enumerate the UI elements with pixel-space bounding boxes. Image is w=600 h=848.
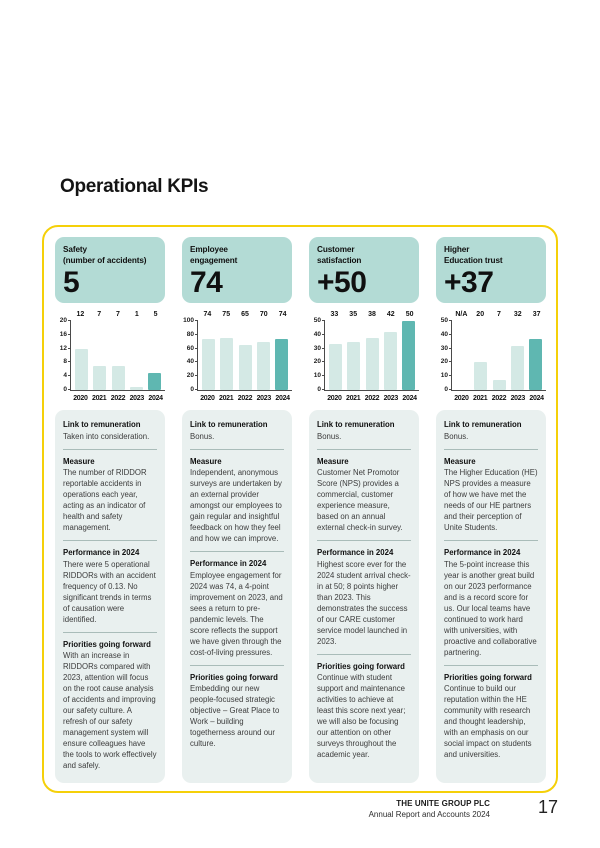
bar [511, 346, 524, 390]
section-divider [190, 449, 284, 450]
bar-slot [453, 321, 471, 390]
year-label: 2023 [129, 395, 144, 402]
y-axis [436, 317, 451, 393]
kpi-chart [55, 311, 165, 402]
y-tick-label: 20 [440, 358, 448, 366]
section-body: Independent, anonymous surveys are undertaken by an external provider amongst our employees to gain regular and insightful feedback on how they feel and how we can improve. [190, 468, 282, 543]
y-tick-label: 100 [183, 317, 194, 324]
bar [493, 380, 506, 390]
y-tick-label: 16 [59, 330, 67, 338]
section-divider [63, 540, 157, 541]
kpi-title-line: (number of accidents) [63, 255, 147, 265]
plot-area [197, 321, 292, 391]
bar-value-label: 74 [278, 311, 287, 318]
bar [474, 362, 487, 390]
bar-value-label: N/A [455, 311, 468, 318]
kpi-text-panel [182, 410, 292, 783]
section-divider [444, 540, 538, 541]
y-axis [55, 317, 70, 393]
year-label: 2022 [110, 395, 126, 402]
section-divider [444, 449, 538, 450]
section-divider [63, 632, 157, 633]
bar [220, 338, 233, 390]
section-heading: Link to remuneration [190, 420, 268, 429]
section-divider [190, 665, 284, 666]
y-tick-label: 30 [313, 344, 321, 352]
y-tick-label: 40 [313, 330, 321, 338]
year-label: 2021 [219, 395, 234, 402]
kpi-title-line: engagement [190, 255, 238, 265]
bar [257, 342, 270, 390]
section-heading: Link to remuneration [317, 420, 395, 429]
plot-area [70, 321, 165, 391]
kpi-title-line: Higher [444, 245, 470, 254]
year-label: 2022 [237, 395, 253, 402]
section-divider [317, 449, 411, 450]
y-tick-label: 0 [317, 386, 321, 393]
year-label: 2021 [473, 395, 488, 402]
kpi-headline-value: 5 [63, 266, 80, 299]
y-tick-label: 40 [440, 330, 448, 338]
bar-value-label: 37 [532, 311, 541, 318]
bar-value-label: 33 [330, 311, 339, 318]
section-heading: Priorities going forward [444, 672, 532, 682]
page-footer [369, 799, 490, 819]
section-heading: Priorities going forward [63, 639, 151, 649]
kpi-text-panel [55, 410, 165, 783]
bar-slot [381, 321, 399, 390]
kpi-title-line: Employee [190, 245, 228, 254]
bar-slot [236, 321, 254, 390]
bar-slot [363, 321, 381, 390]
kpi-title-line: Safety [63, 245, 87, 254]
section-body: Highest score ever for the 2024 student arrival check-in at 50; 8 points higher than 2023. This demonstrates the success of our CARE customer service model launched in 2023. [317, 559, 411, 646]
bar-value-label: 5 [153, 311, 158, 318]
y-tick-label: 20 [59, 317, 67, 324]
section-body: Employee engagement for 2024 was 74, a 4-point improvement on 2023, and sees a return to pre-pandemic levels. The score reflects the support we have given through the cost-of-living pressures. [190, 570, 283, 657]
bar-value-label: 20 [476, 311, 485, 318]
kpi-chart [182, 311, 292, 402]
year-label: 2020 [454, 395, 469, 402]
section-heading: Priorities going forward [317, 661, 405, 671]
year-label: 2022 [491, 395, 507, 402]
year-label: 2024 [402, 395, 417, 402]
kpi-column-customer-satisfaction [309, 237, 419, 783]
bar-slot [508, 321, 526, 390]
kpi-headline-value: 74 [190, 266, 223, 299]
bar-value-label: 65 [241, 311, 249, 318]
bar [130, 387, 143, 390]
y-tick-label: 8 [63, 358, 67, 366]
y-tick-label: 30 [440, 344, 448, 352]
plot-area [451, 321, 546, 391]
bar-value-label: 12 [76, 311, 85, 318]
y-tick-label: 60 [186, 344, 194, 352]
section-heading: Measure [190, 456, 222, 466]
bar [148, 373, 161, 390]
bar [239, 345, 252, 390]
bar [75, 349, 88, 390]
bar [275, 339, 288, 390]
bar [366, 338, 379, 390]
year-label: 2024 [148, 395, 163, 402]
year-label: 2023 [256, 395, 271, 402]
bar-slot [344, 321, 362, 390]
section-heading: Priorities going forward [190, 672, 278, 682]
section-body: With an increase in RIDDORs compared with 2023, attention will focus on the root cause analysis of accidents and improving our safety culture. A refresh of our safety management system will ensure colleagues have the tools to work effectively and safely. [63, 651, 157, 770]
bar-slot [326, 321, 344, 390]
section-body: The number of RIDDOR reportable accidents in operations each year, acting as an indicator of health and safety management. [63, 468, 147, 532]
section-body: Continue with student support and maintenance activities to achieve at least this score next year; we will also be focusing our attention on other surveys throughout the academic year. [317, 673, 406, 759]
bar [529, 339, 542, 390]
kpi-title-line: satisfaction [317, 255, 362, 265]
section-body: Continue to build our reputation within the HE community with research and thought leadership, with an emphasis on our social impact on students and universities. [444, 684, 532, 759]
bar-slot [254, 321, 272, 390]
y-tick-label: 20 [313, 358, 321, 366]
kpi-card [182, 237, 292, 303]
bar-value-label: 1 [134, 311, 139, 318]
y-tick-label: 0 [63, 386, 67, 393]
section-heading: Measure [63, 456, 95, 466]
kpi-card [436, 237, 546, 303]
year-label: 2023 [510, 395, 525, 402]
y-tick-label: 0 [190, 386, 194, 393]
bar-slot [471, 321, 489, 390]
kpi-chart [309, 311, 419, 402]
plot-area [324, 321, 419, 391]
year-label: 2020 [327, 395, 342, 402]
y-tick-label: 20 [186, 372, 194, 380]
section-body: Taken into consideration. [63, 431, 150, 441]
bar [347, 342, 360, 390]
kpi-column-employee-engagement [182, 237, 292, 783]
year-label: 2021 [346, 395, 361, 402]
section-divider [190, 551, 284, 552]
bar-value-label: 38 [368, 311, 376, 318]
bar [402, 321, 415, 390]
kpi-title-line: Education trust [444, 255, 503, 265]
section-heading: Link to remuneration [63, 420, 141, 429]
kpi-chart [436, 311, 546, 402]
section-body: The 5-point increase this year is another great build on our 2023 performance and is a record score for us. Our local teams have continued to work hard with universities, with proactive and collaborative partnering. [444, 559, 537, 657]
bar-slot [527, 321, 545, 390]
section-heading: Performance in 2024 [317, 548, 394, 557]
year-label: 2024 [529, 395, 544, 402]
section-body: There were 5 operational RIDDORs with an accident frequency of 0.13. No significant trends in terms of causation were identified. [63, 559, 156, 624]
year-label: 2024 [275, 395, 290, 402]
bar [93, 366, 106, 390]
y-axis [309, 317, 324, 393]
section-heading: Measure [317, 456, 349, 466]
y-tick-label: 40 [186, 358, 194, 366]
section-body: Embedding our new people-focused strategic objective – Great Place to Work – building togetherness around our culture. [190, 684, 280, 748]
bar-slot [400, 321, 418, 390]
section-divider [63, 449, 157, 450]
section-heading: Performance in 2024 [190, 559, 267, 568]
section-body: Bonus. [317, 431, 342, 441]
y-tick-label: 10 [313, 372, 321, 380]
y-tick-label: 4 [63, 372, 67, 380]
y-tick-label: 0 [444, 386, 448, 393]
section-body: The Higher Education (HE) NPS provides a measure of how we have met the needs of our HE partners and their perception of Unite Students. [444, 468, 538, 532]
year-label: 2020 [73, 395, 88, 402]
bar-value-label: 74 [203, 311, 212, 318]
bar-slot [90, 321, 108, 390]
section-heading: Link to remuneration [444, 420, 522, 429]
kpi-box [42, 225, 558, 793]
section-heading: Measure [444, 456, 476, 466]
bar [112, 366, 125, 390]
bar-value-label: 7 [97, 311, 102, 318]
year-label: 2020 [200, 395, 215, 402]
bar [384, 332, 397, 390]
section-body: Bonus. [444, 431, 469, 441]
bar-value-label: 7 [497, 311, 501, 318]
y-tick-label: 80 [186, 330, 194, 338]
kpi-card [55, 237, 165, 303]
bar-slot [273, 321, 291, 390]
y-axis [182, 317, 197, 393]
bar-slot [490, 321, 508, 390]
footer-report-line: Annual Report and Accounts 2024 [368, 809, 490, 819]
section-body: Bonus. [190, 431, 215, 441]
year-label: 2021 [92, 395, 107, 402]
section-body: Customer Net Promotor Score (NPS) provides a commercial, customer experience measure, based on an annual external check-in survey. [317, 468, 403, 532]
bar [329, 344, 342, 390]
bar-value-label: 75 [222, 311, 231, 318]
kpi-column-higher-education-trust [436, 237, 546, 783]
bar-value-label: 32 [513, 311, 522, 318]
kpi-text-panel [436, 410, 546, 783]
y-tick-label: 50 [313, 317, 321, 324]
kpi-headline-value: +50 [317, 266, 367, 299]
bar-value-label: 70 [259, 311, 268, 318]
bar-slot [146, 321, 164, 390]
bar [202, 339, 215, 390]
y-tick-label: 10 [440, 372, 448, 380]
kpi-text-panel [309, 410, 419, 783]
bar-slot [127, 321, 145, 390]
kpi-card [309, 237, 419, 303]
bar-value-label: 7 [116, 311, 120, 318]
section-divider [317, 540, 411, 541]
bar-slot [199, 321, 217, 390]
kpi-headline-value: +37 [444, 266, 494, 299]
section-divider [444, 665, 538, 666]
footer-company: THE UNITE GROUP PLC [396, 799, 490, 808]
bar-value-label: 35 [349, 311, 358, 318]
bar-slot [72, 321, 90, 390]
kpi-title-line: Customer [317, 245, 355, 254]
section-heading: Performance in 2024 [444, 548, 521, 557]
year-label: 2022 [364, 395, 380, 402]
page-title: Operational KPIs [60, 176, 209, 197]
bar-value-label: 50 [405, 311, 414, 318]
section-heading: Performance in 2024 [63, 548, 140, 557]
bar-slot [217, 321, 235, 390]
bar-value-label: 42 [386, 311, 395, 318]
page-number: 17 [537, 797, 558, 817]
year-label: 2023 [383, 395, 398, 402]
y-tick-label: 12 [59, 344, 67, 352]
section-divider [317, 654, 411, 655]
y-tick-label: 50 [440, 317, 448, 324]
bar-slot [109, 321, 127, 390]
kpi-column-safety [55, 237, 165, 783]
